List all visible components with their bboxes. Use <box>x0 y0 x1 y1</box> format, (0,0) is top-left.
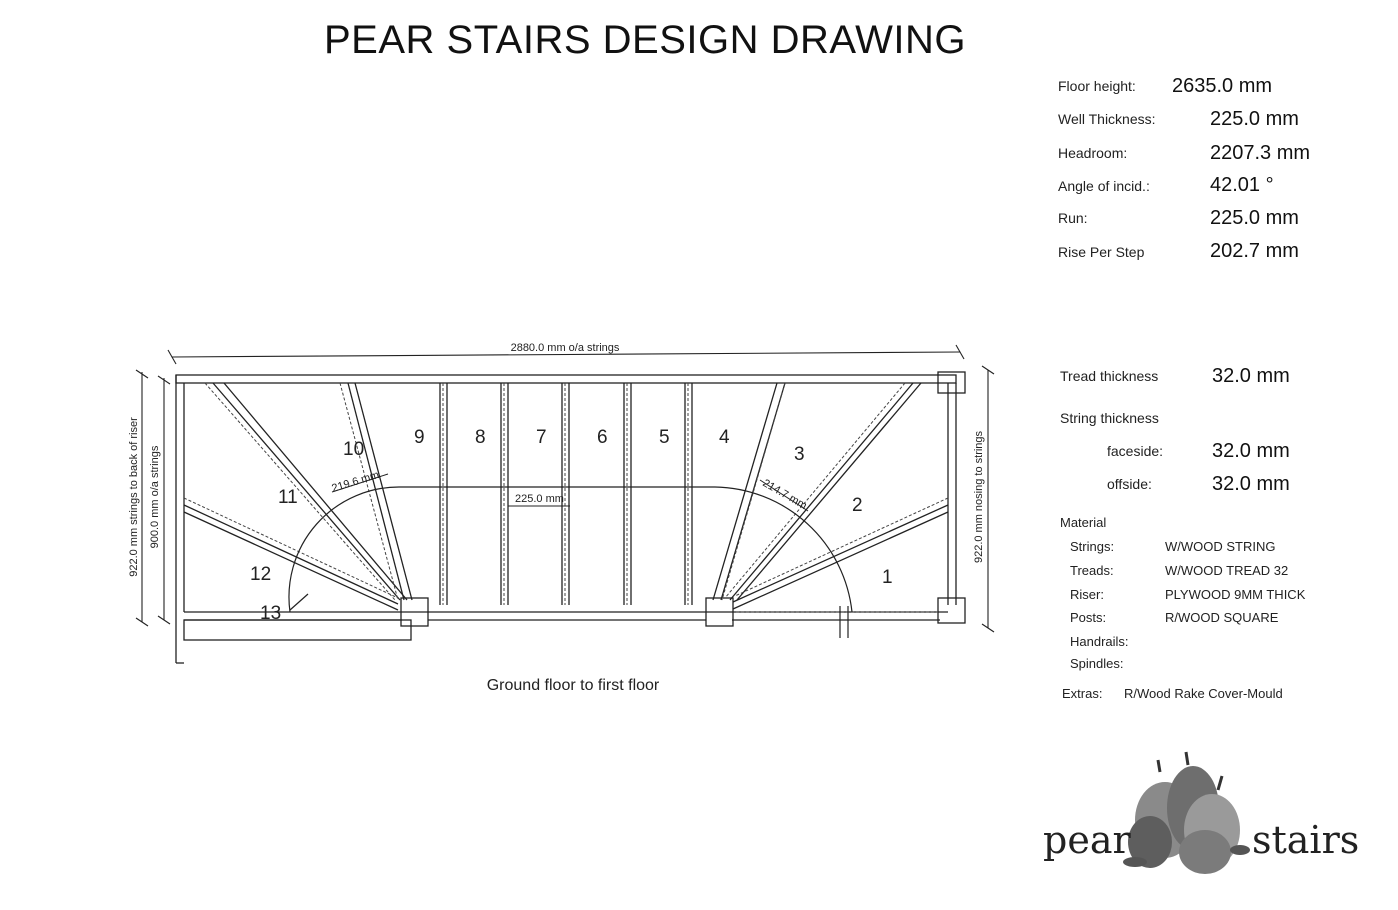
material-label: Riser: <box>1070 587 1104 602</box>
material-label: Handrails: <box>1070 634 1129 649</box>
spec-label: Headroom: <box>1058 145 1128 161</box>
top-dimension-label: 2880.0 mm o/a strings <box>510 342 620 354</box>
post <box>938 598 965 623</box>
spec-value: 42.01 ° <box>1210 174 1274 196</box>
spec-label: Run: <box>1058 210 1088 226</box>
spec-label: Rise Per Step <box>1058 244 1145 260</box>
step-number: 8 <box>475 427 486 448</box>
back-string <box>176 375 956 383</box>
material-value: R/WOOD SQUARE <box>1165 610 1279 625</box>
logo-word-left: pear <box>1043 818 1131 862</box>
offside-label: offside: <box>1107 476 1152 492</box>
extras-label: Extras: <box>1062 686 1103 701</box>
step-number: 11 <box>278 487 298 508</box>
tread-thickness-label: Tread thickness <box>1060 368 1159 384</box>
step-number: 10 <box>343 439 365 460</box>
step-number: 3 <box>794 444 805 465</box>
spec-value: 2635.0 mm <box>1172 75 1273 97</box>
faceside-value: 32.0 mm <box>1212 440 1290 462</box>
going-left-label: 219.6 mm <box>330 469 381 495</box>
material-label: Strings: <box>1070 539 1115 554</box>
spec-value: 225.0 mm <box>1210 108 1299 130</box>
step-number: 2 <box>852 495 863 516</box>
tread-thickness-value: 32.0 mm <box>1212 365 1290 387</box>
spec-label: Well Thickness: <box>1058 111 1156 127</box>
going-right-label: 214.7 mm <box>760 477 809 513</box>
step-number: 12 <box>250 564 272 585</box>
step-number: 6 <box>597 427 608 448</box>
offside-value: 32.0 mm <box>1212 473 1290 495</box>
page-title: PEAR STAIRS DESIGN DRAWING <box>324 18 966 62</box>
material-value: W/WOOD TREAD 32 <box>1165 563 1289 578</box>
going-mid-label: 225.0 mm <box>515 493 564 505</box>
faceside-label: faceside: <box>1107 443 1164 459</box>
extras-value: R/Wood Rake Cover-Mould <box>1124 686 1283 701</box>
step-number: 1 <box>882 567 893 588</box>
drawing-caption: Ground floor to first floor <box>486 677 660 694</box>
step-number: 13 <box>260 603 282 624</box>
spec-label: Angle of incid.: <box>1058 178 1150 194</box>
material-value: W/WOOD STRING <box>1165 539 1276 554</box>
logo-word-right: stairs <box>1252 818 1360 862</box>
spec-value: 2207.3 mm <box>1210 142 1311 164</box>
step-number: 4 <box>719 427 730 448</box>
spec-label: Floor height: <box>1058 78 1136 94</box>
string-thickness-label: String thickness <box>1060 410 1159 426</box>
left-inner-dimension-label: 900.0 mm o/a strings <box>149 445 161 549</box>
material-heading: Material <box>1060 515 1107 530</box>
step-number: 5 <box>659 427 670 448</box>
step-number: 7 <box>536 427 547 448</box>
right-dimension-label: 922.0 mm nosing to strings <box>973 430 985 564</box>
pear-logo-icon <box>1123 752 1250 874</box>
spec-value: 225.0 mm <box>1210 207 1299 229</box>
left-outer-dimension-label: 922.0 mm strings to back of riser <box>128 417 140 577</box>
material-value: PLYWOOD 9MM THICK <box>1165 587 1306 602</box>
landing-nosing <box>184 620 411 640</box>
step-number: 9 <box>414 427 425 448</box>
material-label: Treads: <box>1070 563 1114 578</box>
material-label: Spindles: <box>1070 656 1124 671</box>
spec-value: 202.7 mm <box>1210 240 1299 262</box>
material-label: Posts: <box>1070 610 1107 625</box>
